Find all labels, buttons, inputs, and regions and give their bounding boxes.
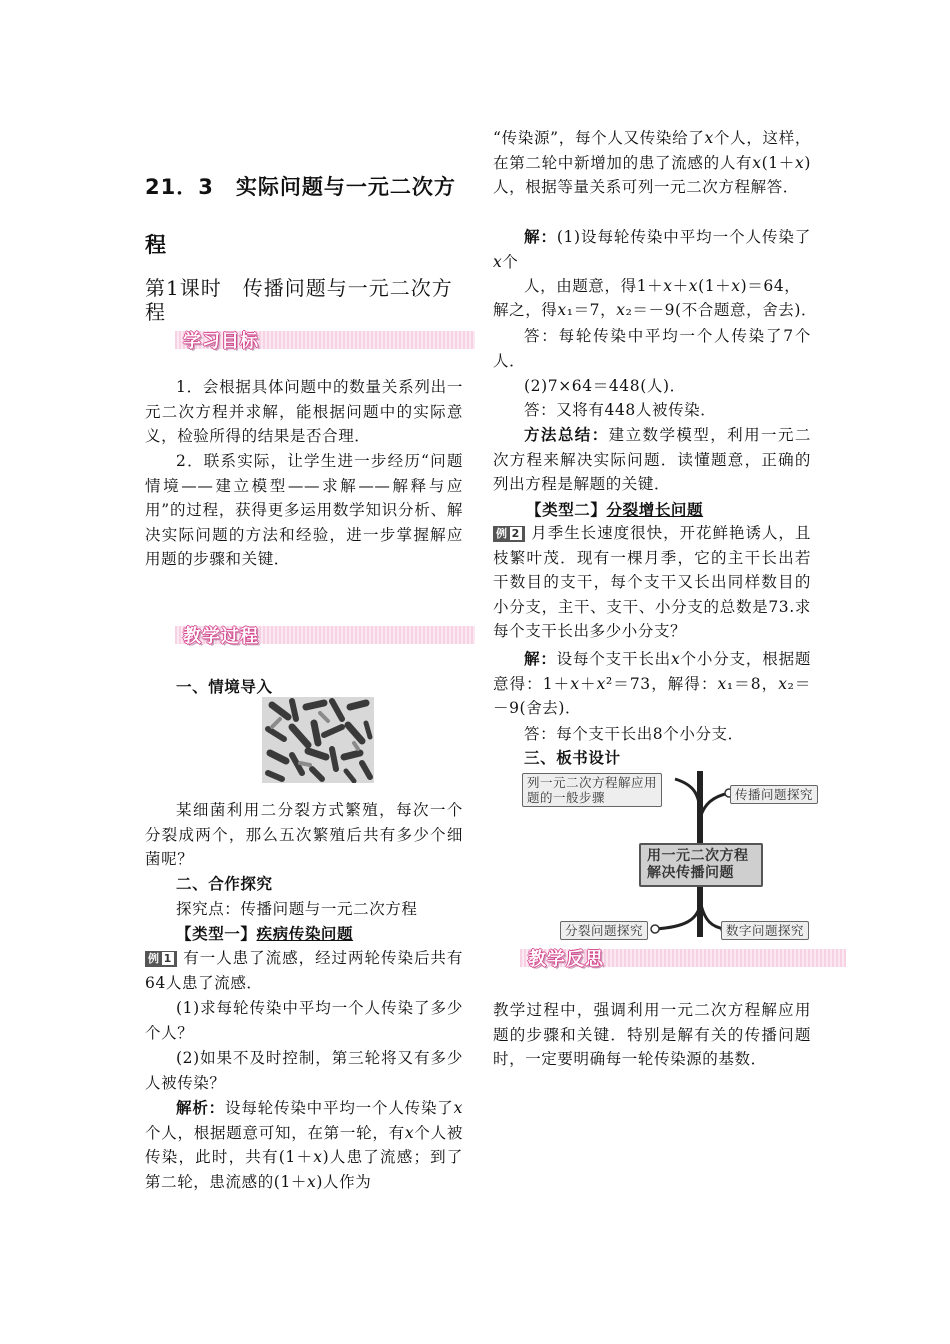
- example2-solution-text: 设每个支干长出x个小分支，根据题意得：1＋x＋x²＝73，解得：x₁＝8，x₂＝－9(舍去)．: [493, 650, 811, 717]
- example1-tag: 例 1: [145, 951, 177, 967]
- solution-line-3: 解之，得x₁＝7，x₂＝－9(不合题意，舍去)．: [493, 301, 818, 319]
- method-label: 方法总结：: [524, 426, 609, 444]
- analysis-continued: “传染源”，每个人又传染给了x个人，这样，在第二轮中新增加的患了流感的人有x(1＋x)人，根据等量关系可列一元二次方程解答．: [493, 129, 811, 196]
- reflection-banner-label: 教学反思: [528, 949, 604, 970]
- lesson-title: 第1课时 传播问题与一元二次方程: [145, 276, 453, 324]
- explore-point: 探究点：传播问题与一元二次方程: [176, 900, 418, 918]
- solution-line-1: [493, 225, 811, 274]
- section2-heading: 二、合作探究: [176, 875, 273, 893]
- bacteria-illustration: [262, 697, 374, 783]
- mindmap-top-left: 列一元二次方程解应用题的一般步骤: [522, 773, 662, 807]
- example1-question1: (1)求每轮传染中平均一个人传染了多少个人？: [145, 999, 463, 1042]
- example2-solution-label: 解：: [524, 650, 557, 668]
- example2: [493, 521, 811, 644]
- goals-banner: [175, 327, 475, 353]
- solution-label: 解：: [524, 228, 557, 246]
- analysis-label: 解析：: [176, 1099, 225, 1117]
- mindmap-top-right: 传播问题探究: [730, 785, 818, 804]
- example1: [145, 946, 463, 995]
- bacteria-image: [262, 697, 374, 783]
- type1-title: 疾病传染问题: [256, 925, 354, 943]
- type2-heading: [526, 498, 703, 523]
- solution-line-2: 人，由题意，得1＋x＋x(1＋x)＝64，: [524, 277, 801, 295]
- process-banner: [175, 622, 475, 648]
- solution-line-6: 答：又将有448人被传染．: [524, 401, 717, 419]
- section1-heading: 一、情境导入: [176, 678, 273, 696]
- type1-prefix: 【类型一】: [176, 925, 257, 943]
- analysis-text: 设每轮传染中平均一个人传染了x个人，根据题意可知，在第一轮，有x个人被传染，此时，共有(1＋x)人患了流感；到了第二轮，患流感的(1＋x)人作为: [145, 1099, 463, 1191]
- reflection-text: 教学过程中，强调利用一元二次方程解应用题的步骤和关键．特别是解有关的传播问题时，一定要明确每一轮传染源的基数．: [493, 1001, 811, 1068]
- example2-tag: 例 2: [493, 526, 525, 542]
- type2-prefix: 【类型二】: [526, 501, 607, 519]
- solution-text-1: (1)设每轮传染中平均一个人传染了x个: [493, 228, 811, 271]
- board-design-mindmap: [515, 765, 851, 943]
- example2-text: 月季生长速度很快，开花鲜艳诱人，且枝繁叶茂．现有一棵月季，它的主干长出若干数目的支干，每个支干又长出同样数目的小分支，主干、支干、小分支的总数是73.求每个支干长出多少小分支？: [493, 524, 811, 640]
- method-summary: [493, 423, 811, 497]
- example2-solution: [493, 647, 811, 721]
- goals-banner-label: 学习目标: [183, 331, 259, 352]
- mindmap-center: 用一元二次方程解决传播问题: [639, 843, 763, 887]
- section3-heading: 三、板书设计: [524, 749, 621, 767]
- goal-2: 2．联系实际，让学生进一步经历“问题情境——建立模型——求解——解释与应用”的过程，获得更多运用数学知识分析、解决实际问题的方法和经验，进一步掌握解应用题的步骤和关键．: [145, 452, 463, 568]
- example1-question2: (2)如果不及时控制，第三轮将又有多少人被传染？: [145, 1049, 463, 1092]
- solution-line-5: (2)7×64＝448(人)．: [524, 377, 686, 395]
- goal-1: 1．会根据具体问题中的数量关系列出一元二次方程并求解，能根据问题中的实际意义，检验所得的结果是否合理．: [145, 378, 463, 445]
- process-banner-label: 教学过程: [183, 626, 259, 647]
- page-title-text: 21．3 实际问题与一元二次方程: [145, 175, 456, 257]
- example2-answer: 答：每个支干长出8个小分支．: [524, 725, 744, 743]
- method-text: 建立数学模型，利用一元二次方程来解决实际问题．读懂题意，正确的列出方程是解题的关键．: [493, 426, 811, 493]
- example1-text: 有一人患了流感，经过两轮传染后共有64人患了流感．: [145, 949, 463, 992]
- type1-heading: [176, 922, 353, 947]
- section1-text: 某细菌利用二分裂方式繁殖，每次一个分裂成两个，那么五次繁殖后共有多少个细菌呢？: [145, 801, 463, 868]
- type2-title: 分裂增长问题: [606, 501, 704, 519]
- page-title: [145, 158, 470, 274]
- reflection-banner: [520, 945, 846, 971]
- mindmap-bottom-right: 数字问题探究: [721, 921, 809, 940]
- mindmap-bottom-left: 分裂问题探究: [560, 921, 648, 940]
- solution-line-4: 答：每轮传染中平均一个人传染了7个人．: [493, 327, 811, 370]
- analysis: [145, 1096, 463, 1196]
